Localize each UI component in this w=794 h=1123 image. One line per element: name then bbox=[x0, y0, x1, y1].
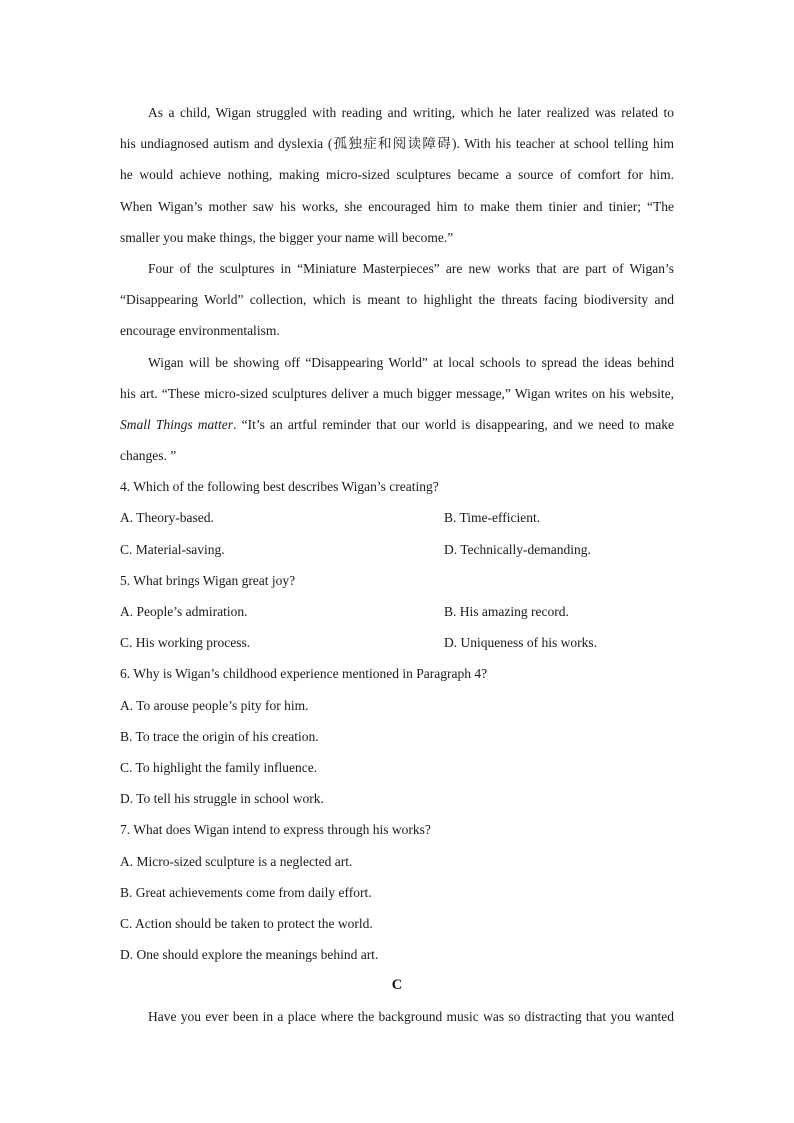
text-line bbox=[120, 409, 674, 440]
option-a: A. Micro-sized sculpture is a neglected art. bbox=[120, 853, 353, 869]
text-line: changes. ” bbox=[120, 448, 177, 464]
text-line: Have you ever been in a place where the background music was so distracting that you wanted bbox=[148, 1009, 674, 1025]
option-b: B. Time-efficient. bbox=[444, 510, 541, 526]
option-d: D. One should explore the meanings behind art. bbox=[120, 947, 379, 963]
option-b: B. His amazing record. bbox=[444, 604, 569, 619]
text-line: he would achieve nothing, making micro-sized sculptures became a source of comfort for him. bbox=[120, 167, 674, 183]
option-c: C. To highlight the family influence. bbox=[120, 759, 318, 775]
question-4 bbox=[120, 471, 674, 565]
question-stem: 5. What brings Wigan great joy? bbox=[120, 572, 296, 588]
website-name: Small Things matter bbox=[120, 416, 234, 432]
option-b: B. Great achievements come from daily effort. bbox=[120, 884, 372, 900]
question-stem: 6. Why is Wigan’s childhood experience mentioned in Paragraph 4? bbox=[120, 666, 488, 682]
options-row bbox=[120, 502, 674, 533]
question-6 bbox=[120, 658, 674, 814]
question-stem: 4. Which of the following best describes Wigan’s creating? bbox=[120, 479, 439, 495]
text-line: Wigan will be showing off “Disappearing World” at local schools to spread the ideas behind bbox=[148, 354, 674, 370]
text-line: his undiagnosed autism and dyslexia (孤独症和阅读障碍). With his teacher at school telling him bbox=[120, 136, 674, 152]
text-line: smaller you make things, the bigger your name will become.” bbox=[120, 229, 454, 245]
option-d: D. To tell his struggle in school work. bbox=[120, 791, 324, 807]
option-a: A. People’s admiration. bbox=[120, 604, 248, 619]
option-b: B. To trace the origin of his creation. bbox=[120, 728, 319, 744]
text-line: Four of the sculptures in “Miniature Masterpieces” are new works that are part of Wigan’s bbox=[148, 260, 674, 276]
options-row bbox=[120, 627, 674, 658]
paragraph bbox=[120, 253, 674, 347]
question-5 bbox=[120, 565, 674, 659]
options-row bbox=[120, 534, 674, 565]
text-line: encourage environmentalism. bbox=[120, 323, 280, 339]
option-c: C. Action should be taken to protect the world. bbox=[120, 915, 373, 931]
option-c: C. His working process. bbox=[120, 635, 251, 651]
question-7 bbox=[120, 814, 674, 970]
section-heading: C bbox=[391, 977, 403, 994]
text-line: his art. “These micro-sized sculptures deliver a much bigger message,” Wigan writes on his website, bbox=[120, 385, 674, 401]
text-line: When Wigan’s mother saw his works, she encouraged him to make them tinier and tinier; “The bbox=[120, 198, 674, 214]
options-row bbox=[120, 596, 674, 627]
option-a: A. Theory-based. bbox=[120, 510, 214, 526]
text-line: “Disappearing World” collection, which is meant to highlight the threats facing biodiversity and bbox=[120, 292, 674, 308]
option-a: A. To arouse people’s pity for him. bbox=[120, 697, 309, 713]
page-content bbox=[120, 97, 674, 1033]
option-d: D. Technically-demanding. bbox=[444, 541, 591, 557]
paragraph bbox=[120, 347, 674, 472]
paragraph bbox=[120, 97, 674, 253]
option-d: D. Uniqueness of his works. bbox=[444, 635, 597, 651]
text-span: . “It’s an artful reminder that our world is disappearing, and we need to make bbox=[233, 416, 674, 432]
option-c: C. Material-saving. bbox=[120, 541, 225, 557]
text-line: As a child, Wigan struggled with reading and writing, which he later realized was related to bbox=[148, 105, 674, 120]
question-stem: 7. What does Wigan intend to express through his works? bbox=[120, 822, 431, 838]
